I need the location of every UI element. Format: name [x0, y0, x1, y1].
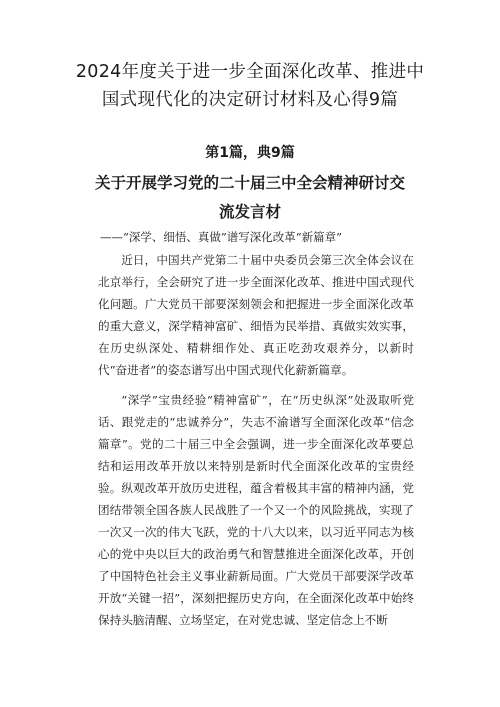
paragraph-1: 近日，中国共产党第二十届中央委员会第三次全体会议在北京举行，全会研究了进一步全面深化改革、推进中国式现代化问题。广大党员干部要深刻领会和把握进一步全面深化改革的重大意义，深学精神富矿、细悟为民举措、真做实效实事，在历史纵深处、精耕细作处、真正吃劲攻艰养分，以新时代“奋进者”的姿态谱写出中国式现代化薪新篇章。 [98, 253, 414, 377]
document-title-line-1: 2024年度关于进一步全面深化改革、推进中 [75, 62, 425, 82]
speech-title [60, 169, 440, 227]
speech-title-line-2: 流发言材 [218, 203, 281, 221]
document-title-line-2: 国式现代化的决定研讨材料及心得9篇 [101, 90, 399, 110]
document-title [40, 58, 460, 114]
body-text [98, 249, 414, 631]
speech-title-line-1: 关于开展学习党的二十届三中全会精神研讨交 [94, 174, 405, 192]
speech-subtitle: ——“深学、细悟、真做”谱写深化改革“新篇章” [100, 230, 343, 244]
section-label: 第1篇，典9篇 [205, 145, 295, 161]
paragraph-2: “深学”宝贵经验“精神富矿”，在“历史纵深”处汲取听党话、跟党走的“忠诚养分”，失志不渝谱写全面深化改革“信念篇章”。党的二十届三中全会强调，进一步全面深化改革要总结和运用改革开放以来特别是新时代全面深化改革的宝贵经验。纵观改革开放历史进程，蕴含着极其丰富的精神内涵，党团结带领全国各族人民战胜了一个又一个的风险挑战，实现了一次又一次的伟大飞跃，党的十八大以来，以习近平同志为核心的党中央以巨大的政治勇气和智慧推进全面深化改革，开创了中国特色社会主义事业薪新局面。广大党员干部要深学改革开放“关键一招”，深刻把握历史方向，在全面深化改革中始终保持头脑清醒、立场坚定，在对党忠诚、坚定信念上不断 [98, 393, 414, 627]
